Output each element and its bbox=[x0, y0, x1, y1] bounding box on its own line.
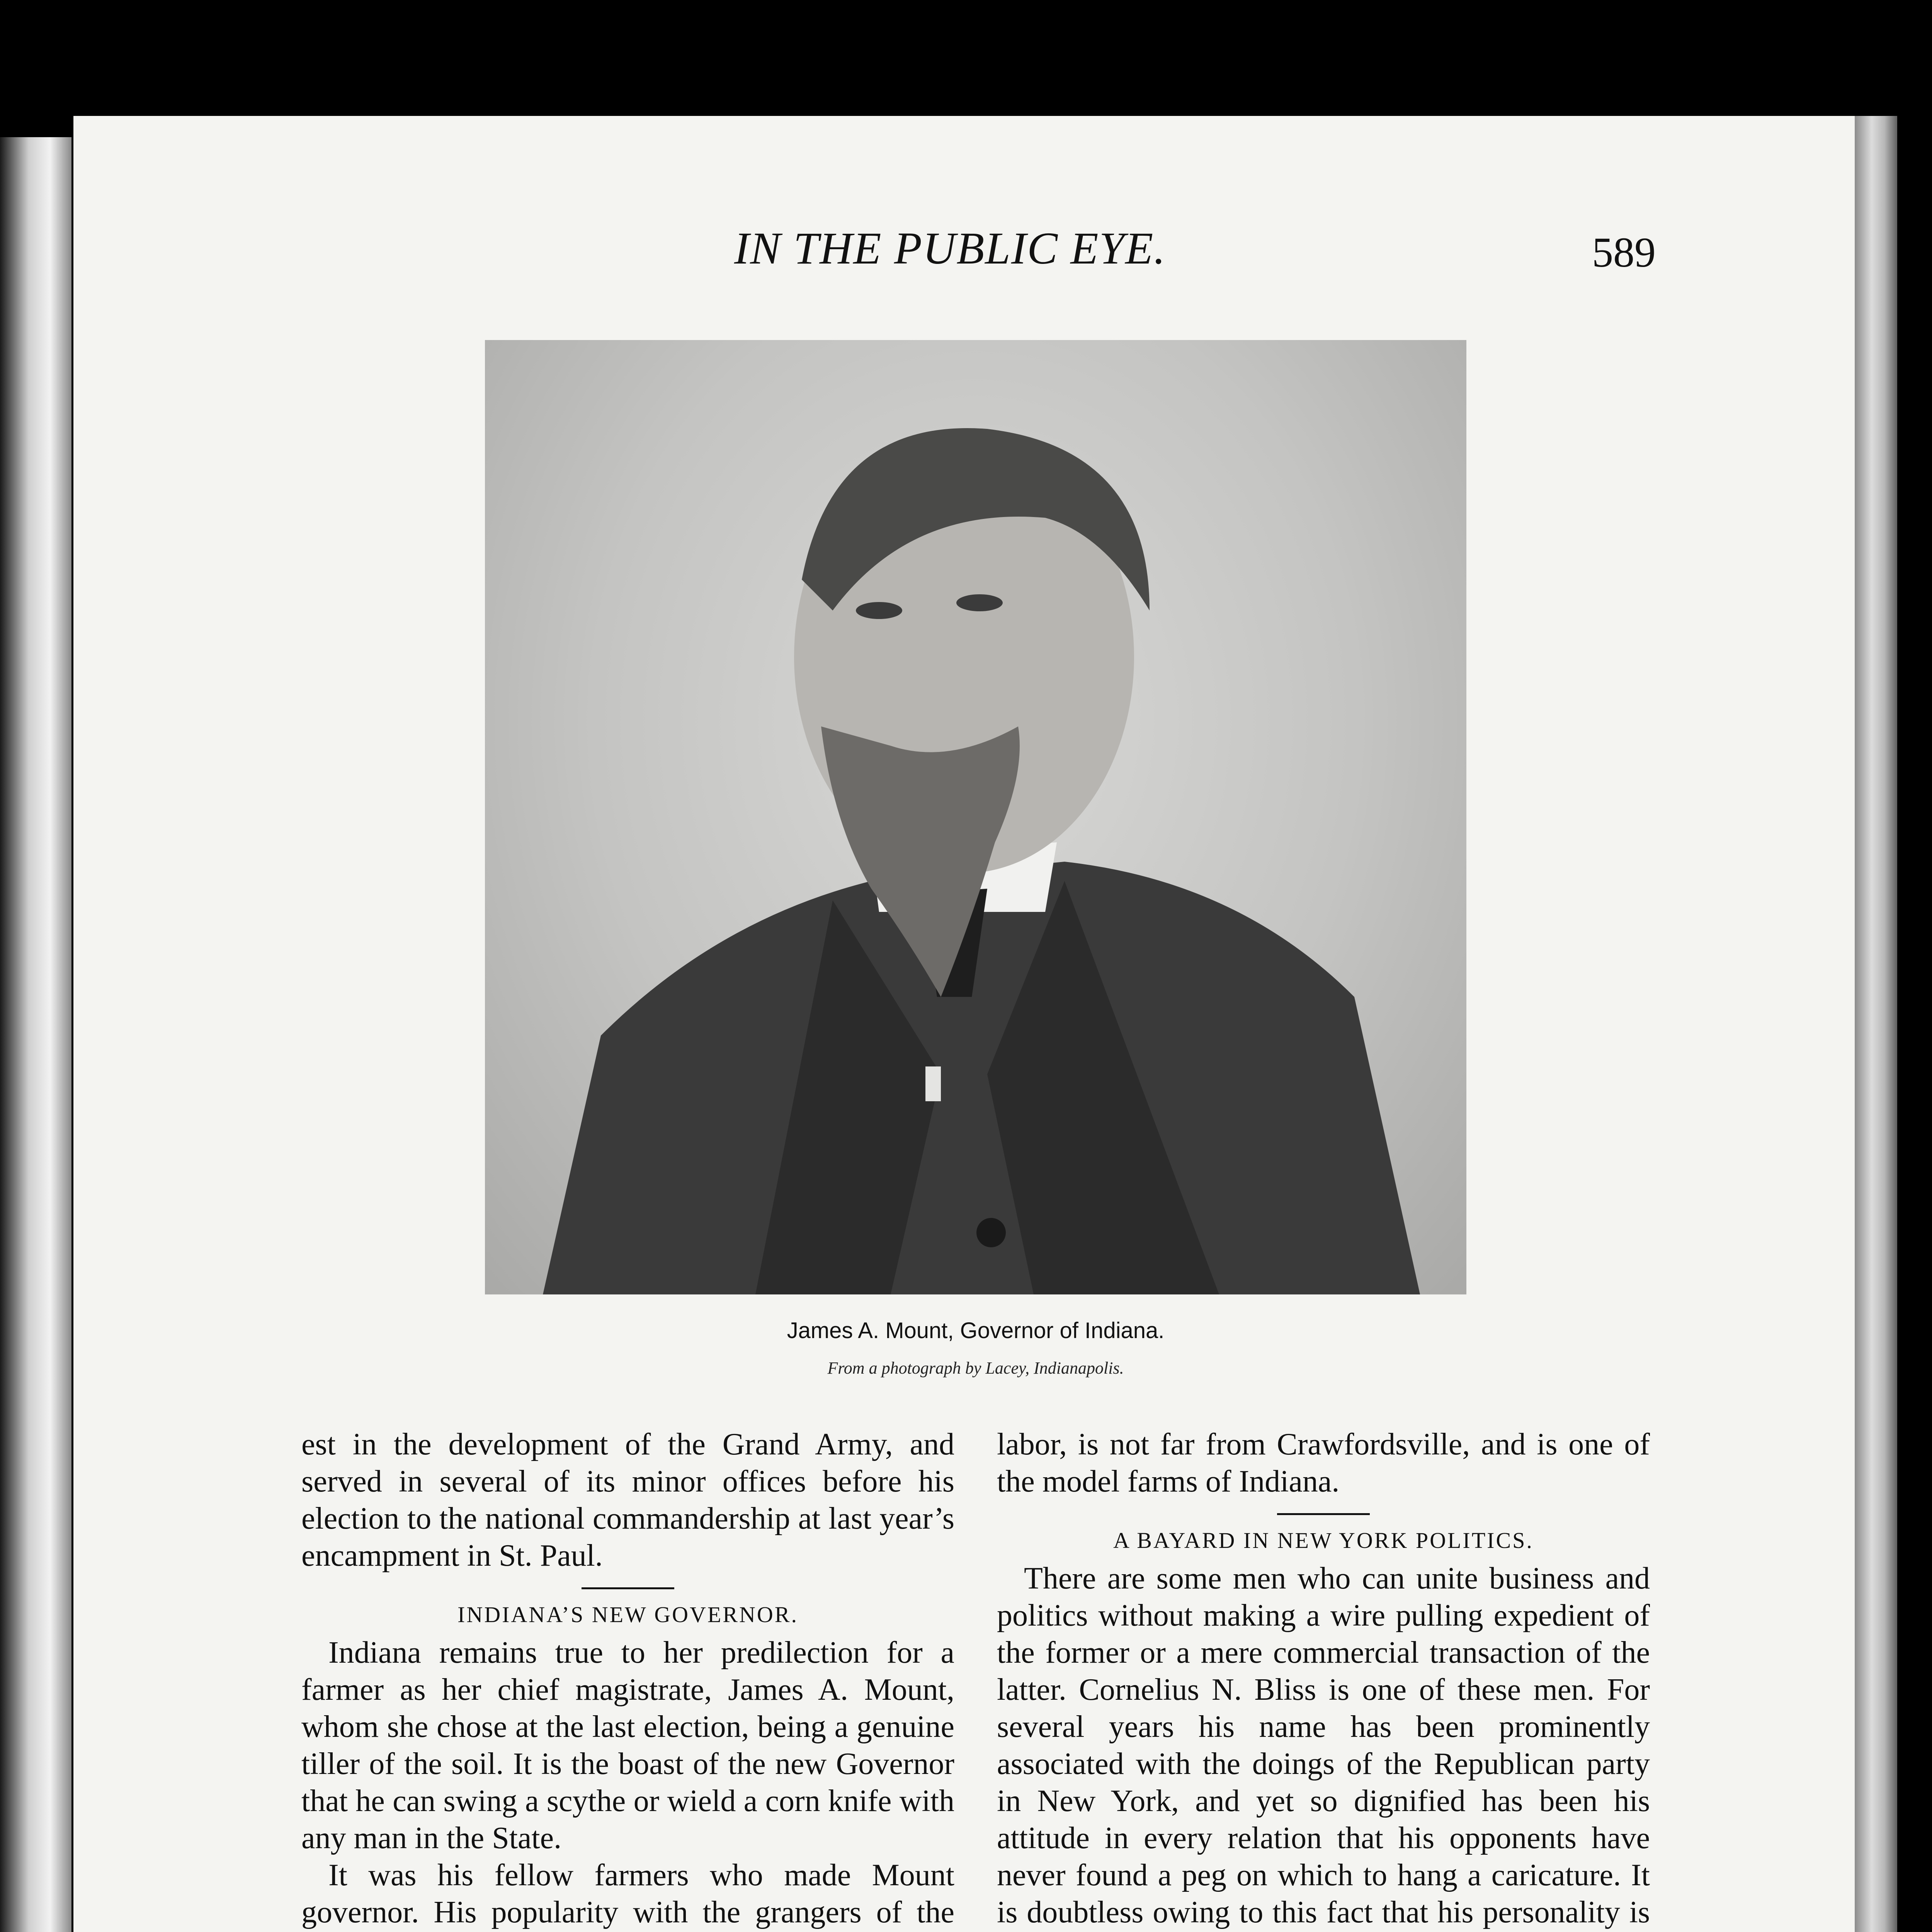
left-page-edge bbox=[0, 137, 71, 1932]
paragraph: There are some men who can unite business and politics without making a wire pulling expedient of the former or a mere commercial transaction of the latter. Cornelius N. Bliss is one of these men. For several years his name has been prominently associated with the doings of the Republican party in New York, and yet so dignified has been his attitude in every relation that his opponents have never found a peg on which to hang a caricature. It is doubtless owing to this fact that his personality is bbox=[997, 1561, 1650, 1929]
section-divider bbox=[1277, 1513, 1370, 1515]
portrait-photograph bbox=[485, 340, 1466, 1294]
page-number: 589 bbox=[1592, 229, 1656, 276]
paragraph: labor, is not far from Crawfordsville, and is one of the model farms of Indiana. bbox=[997, 1427, 1650, 1498]
left-text-column bbox=[301, 1426, 954, 1932]
section-divider bbox=[582, 1587, 674, 1589]
running-head: IN THE PUBLIC EYE. bbox=[734, 223, 1166, 274]
photo-credit: From a photograph by Lacey, Indianapolis. bbox=[827, 1359, 1124, 1378]
paragraph: It was his fellow farmers who made Mount governor. His popularity with the grangers of the bbox=[301, 1858, 954, 1929]
paragraph: Indiana remains true to her predilection for a farmer as her chief magistrate, James A. Mount, whom she chose at the last election, being a genuine tiller of the soil. It is the boast of the new Governor that he can swing a scythe or wield a corn knife with any man in the State. bbox=[301, 1636, 954, 1855]
figure-caption: James A. Mount, Governor of Indiana. bbox=[787, 1318, 1165, 1343]
section-heading: A BAYARD IN NEW YORK POLITICS. bbox=[1113, 1528, 1534, 1553]
portrait-illustration bbox=[485, 340, 1466, 1294]
paragraph: est in the development of the Grand Army, and served in several of its minor offices before his election to the national commandership at last year’s encampment in St. Paul. bbox=[301, 1427, 954, 1573]
section-heading: INDIANA’S NEW GOVERNOR. bbox=[457, 1602, 798, 1627]
right-text-column bbox=[997, 1426, 1650, 1932]
right-page-edge bbox=[1855, 116, 1897, 1932]
